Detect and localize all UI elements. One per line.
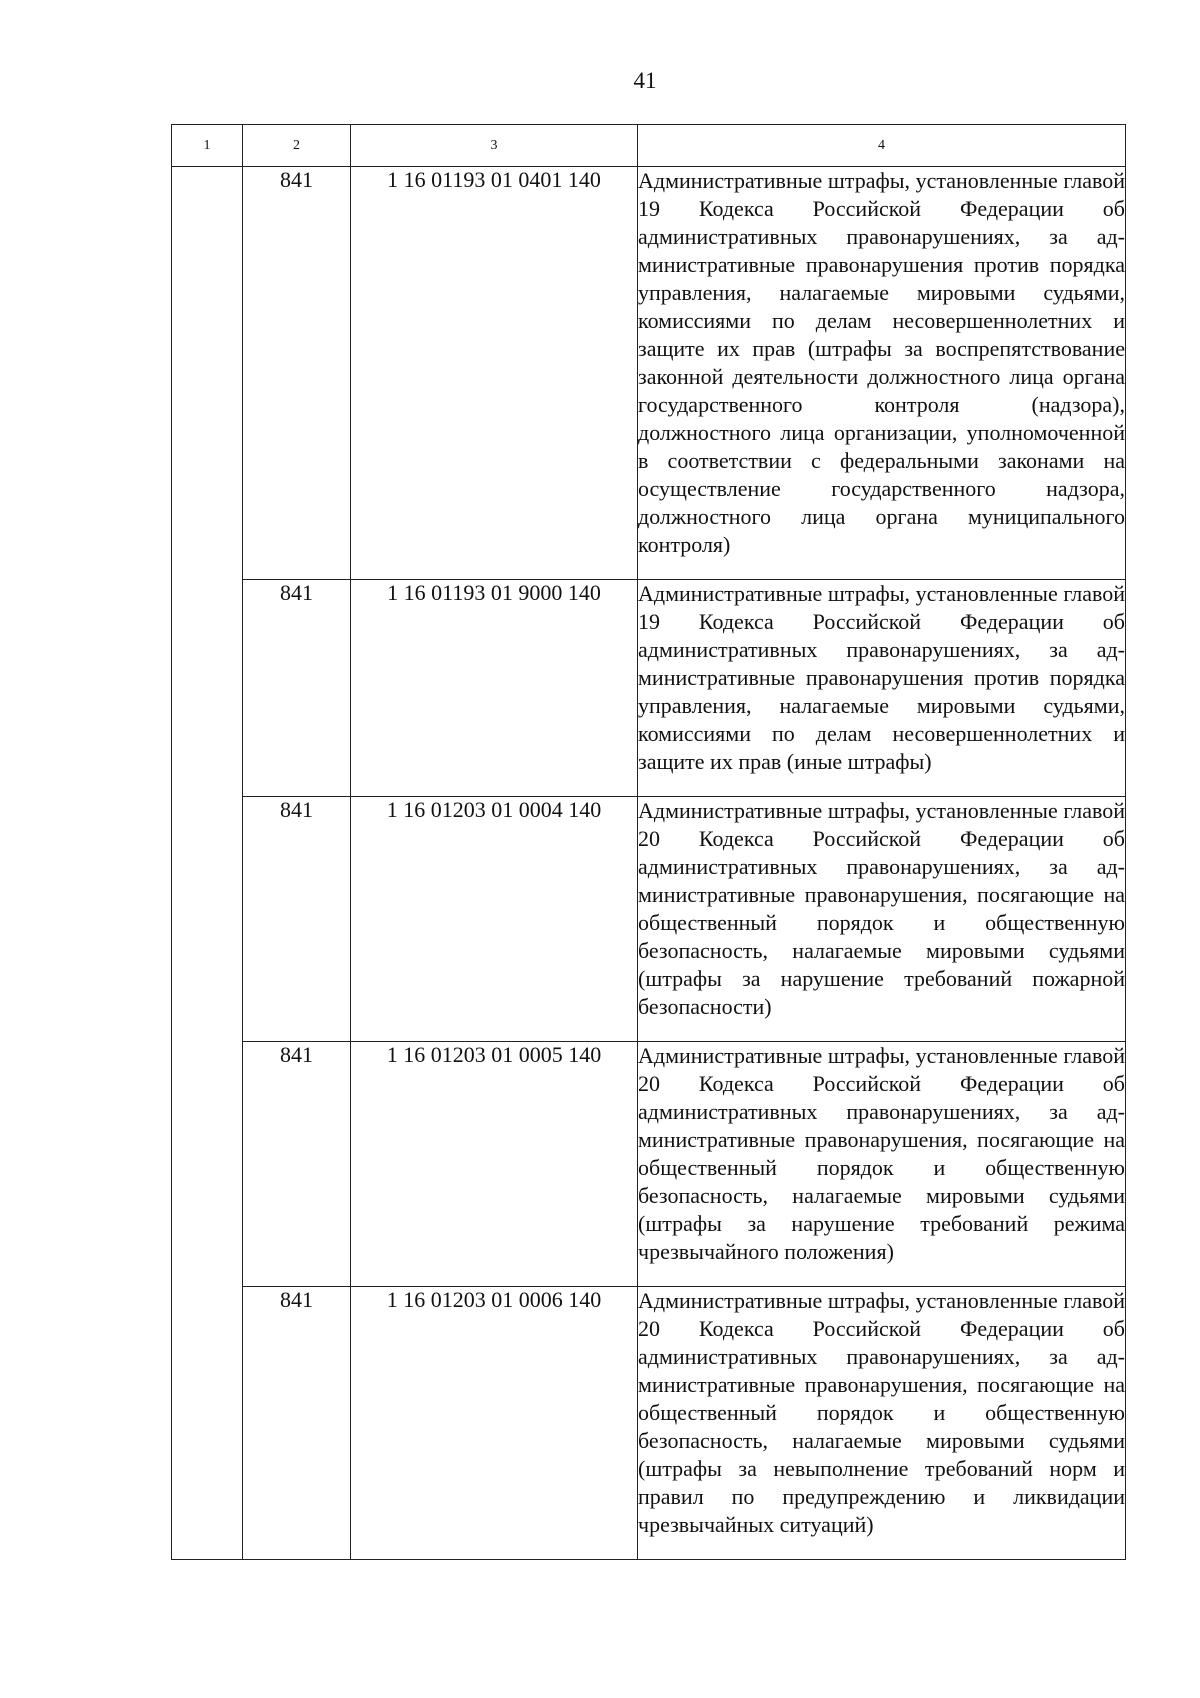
description-cell: Административные штрафы, установленные главой 20 Кодекса Российской Федерации об административных правонарушениях, за административные правонарушения, посягающие на общественный порядок и общественную безопасность, налагаемые мировыми судьями (штрафы за невыполнение требований норм и правил по предупреждению и ликвидации чрезвычайных ситуаций)	[638, 1287, 1126, 1560]
kbk-code-cell: 1 16 01193 01 9000 140	[351, 580, 638, 797]
page-number: 41	[633, 68, 657, 93]
table-row	[172, 580, 1126, 797]
column-header-4: 4	[638, 125, 1126, 167]
table-row	[172, 167, 1126, 580]
description-cell: Административные штрафы, установленные главой 20 Кодекса Российской Федерации об административных правонарушениях, за административные правонарушения, посягающие на общественный порядок и общественную безопасность, налагаемые мировыми судьями (штрафы за нарушение требований пожарной безопасности)	[638, 797, 1126, 1042]
admin-code-cell: 841	[243, 1287, 351, 1560]
admin-code-cell: 841	[243, 797, 351, 1042]
description-cell: Административные штрафы, установленные главой 19 Кодекса Российской Федерации об административных правонарушениях, за административные правонарушения против порядка управления, налагаемые мировыми судьями, комиссиями по делам несовершеннолетних и защите их прав (штрафы за воспрепятствование законной деятельности должностного лица органа государственного контроля (надзора), должностного лица организации, уполномоченной в соответствии с федеральными законами на осуществление государственного надзора, должностного лица органа муниципального контроля)	[638, 167, 1126, 580]
column-header-2: 2	[243, 125, 351, 167]
description-cell: Административные штрафы, установленные главой 19 Кодекса Российской Федерации об административных правонарушениях, за административные правонарушения против порядка управления, налагаемые мировыми судьями, комиссиями по делам несовершеннолетних и защите их прав (иные штрафы)	[638, 580, 1126, 797]
table-row	[172, 1042, 1126, 1287]
budget-classification-table	[171, 124, 1126, 1560]
description-cell: Административные штрафы, установленные главой 20 Кодекса Российской Федерации об административных правонарушениях, за административные правонарушения, посягающие на общественный порядок и общественную безопасность, налагаемые мировыми судьями (штрафы за нарушение требований режима чрезвычайного положения)	[638, 1042, 1126, 1287]
column-header-3: 3	[351, 125, 638, 167]
kbk-code-cell: 1 16 01203 01 0006 140	[351, 1287, 638, 1560]
admin-code-cell: 841	[243, 167, 351, 580]
table-header-row	[172, 125, 1126, 167]
table-row	[172, 797, 1126, 1042]
table-row	[172, 1287, 1126, 1560]
kbk-code-cell: 1 16 01203 01 0005 140	[351, 1042, 638, 1287]
first-column-cell	[172, 167, 243, 1560]
kbk-code-cell: 1 16 01193 01 0401 140	[351, 167, 638, 580]
admin-code-cell: 841	[243, 1042, 351, 1287]
admin-code-cell: 841	[243, 580, 351, 797]
kbk-code-cell: 1 16 01203 01 0004 140	[351, 797, 638, 1042]
column-header-1: 1	[172, 125, 243, 167]
